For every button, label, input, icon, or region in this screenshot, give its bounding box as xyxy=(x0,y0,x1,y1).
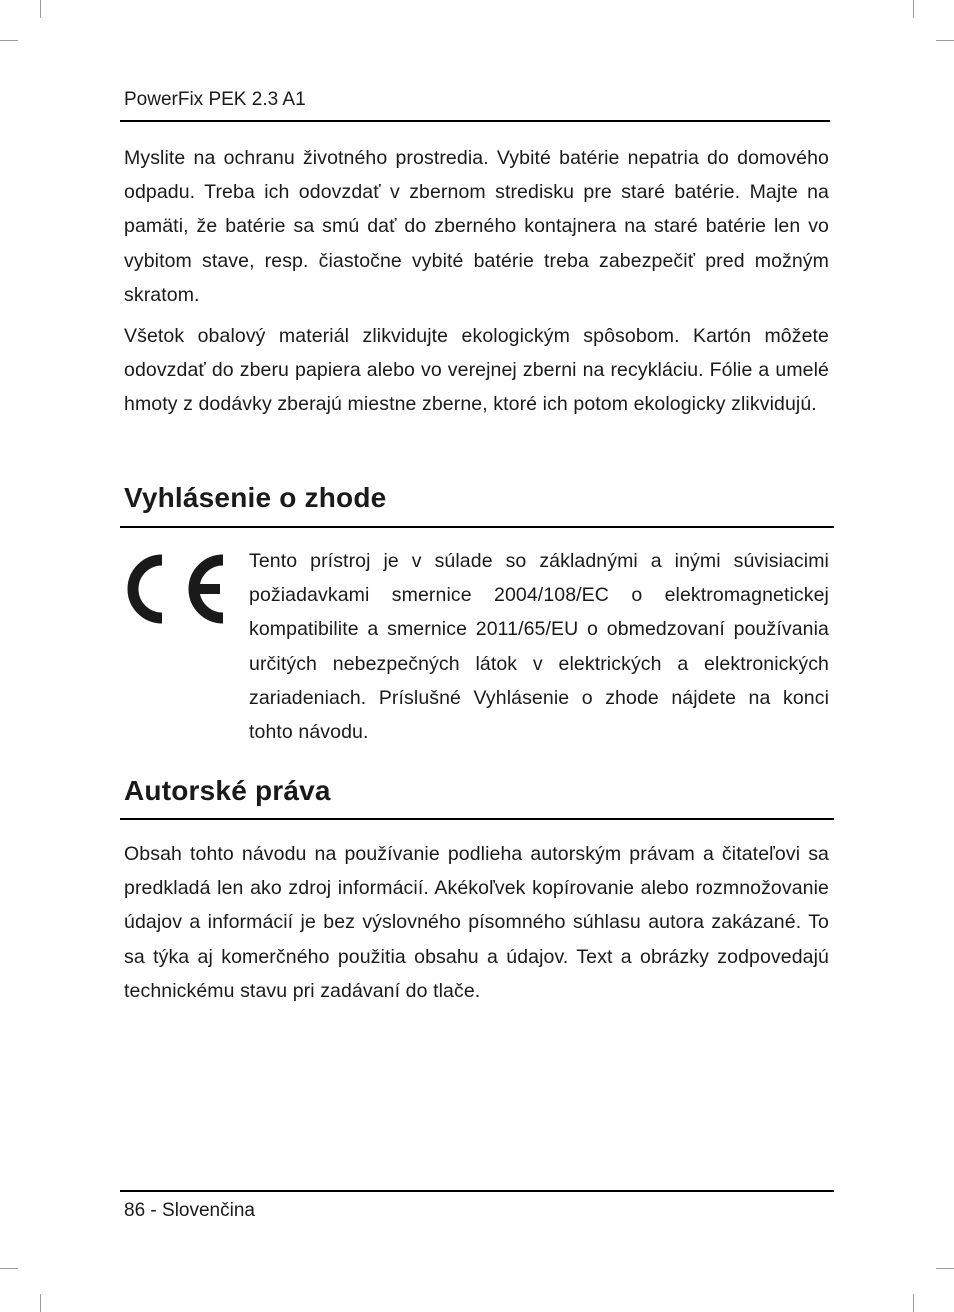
running-header: PowerFix PEK 2.3 A1 xyxy=(124,89,306,110)
heading-rule-copyright xyxy=(120,818,834,820)
crop-mark-right-bottom xyxy=(936,1268,954,1269)
paragraph-conformity: Tento prístroj je v súlade so základnými a inými súvisiacimi požiadavkami smernice 2004/108/EC o elektromagnetickej kompatibilite a smernice 2011/65/EU o obmedzovaní používania určitých nebezpečných látok v elektrických a elektronických zariadeniach. Príslušné Vyhlásenie o zhode nájdete na konci tohto návodu. xyxy=(249,550,829,744)
ce-mark-icon xyxy=(122,550,228,628)
crop-mark-left-bottom xyxy=(0,1268,18,1269)
header-rule xyxy=(120,120,830,122)
crop-mark-bottom-left xyxy=(40,1294,41,1312)
crop-mark-left-top xyxy=(0,40,18,41)
paragraph-packaging: Všetok obalový materiál zlikvidujte ekologickým spôsobom. Kartón môžete odovzdať do zberu papiera alebo vo verejnej zberni na recykláciu. Fólie a umelé hmoty z dodávky zberajú miestne zberne, ktoré ich potom ekologicky zlikvidujú. xyxy=(124,325,829,416)
crop-mark-right-top xyxy=(936,40,954,41)
heading-rule-conformity xyxy=(120,526,834,528)
paragraph-batteries: Myslite na ochranu životného prostredia. Vybité batérie nepatria do domového odpadu. Treba ich odovzdať v zbernom stredisku pre staré batérie. Majte na pamäti, že batérie sa smú dať do zberného kontajnera na staré batérie len vo vybitom stave, resp. čiastočne vybité batérie treba zabezpečiť pred možným skratom. xyxy=(124,147,829,306)
heading-copyright: Autorské práva xyxy=(124,775,331,806)
heading-declaration-of-conformity: Vyhlásenie o zhode xyxy=(124,482,387,513)
crop-mark-top-left xyxy=(40,0,41,18)
page-number: 86 - Slovenčina xyxy=(124,1200,255,1221)
paragraph-copyright: Obsah tohto návodu na používanie podlieha autorským právam a čitateľovi sa predkladá len ako zdroj informácií. Akékoľvek kopírovanie alebo rozmnožovanie údajov a informácií je bez výslovného písomného súhlasu autora zakázané. To sa týka aj komerčného použitia obsahu a údajov. Text a obrázky zodpovedajú technickému stavu pri zadávaní do tlače. xyxy=(124,843,829,1002)
crop-mark-top-right xyxy=(913,0,914,18)
crop-mark-bottom-right xyxy=(913,1294,914,1312)
footer-rule xyxy=(120,1190,834,1192)
